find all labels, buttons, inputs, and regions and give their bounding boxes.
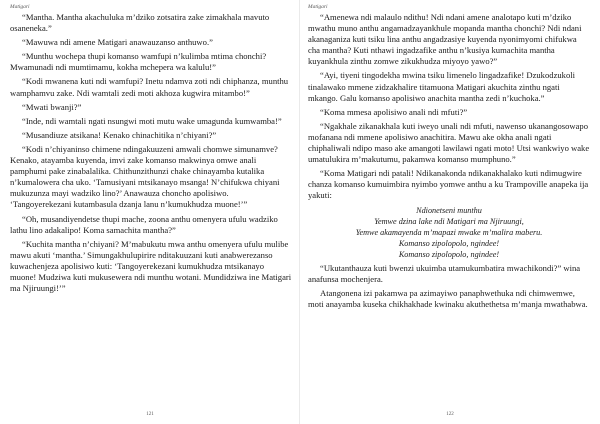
paragraph: “Mwati bwanji?” (22, 101, 82, 112)
running-header: Matigari (308, 4, 328, 10)
song-verse (308, 205, 590, 260)
paragraph: Atangonena izi pakamwa pa azimayiwo panaphwethuka ndi chimwemwe, moti anayamba kuseka chikhakhade kwinaku akuthethetsa m’manja mwathabwa. (308, 287, 588, 309)
verse-line: Ndionetseni munthu (416, 205, 482, 215)
page-number: 121 (146, 412, 154, 417)
paragraph: “Kodi n’chiyaninso chimene ndingakuuzeni amwali chomwe simunamve? Kenako, atayamba kuyenda, imvi zake komanso makwinya omwe anali pamphumi pake zinabalalika. Chithunzithunzi chake chinayamba kutalika n’kumalowera cha uko. ‘Tamusiyani mtsikanayo msanga! N’chifukwa chiyani mukuzunza mayi wadziko lino?’ Anawauza choncho apolisiwo. ‘Tangoyerekezani kutambasula dzanja lanu n’kumukhudza muone!’” (10, 143, 280, 210)
paragraph: “Koma Matigari ndi patali! Ndikanakonda ndikanakhalako kuti ndimugwire chanza komanso kumuimbira nyimbo yomwe anthu a ku Trampoville anapeka ija yakuti: (308, 168, 589, 201)
right-page (300, 0, 600, 424)
paragraph: “Ayi, tiyeni tingodekha mwina tsiku limenelo lingadzafike! Dzukodzukoli tinalawako mmene zidzakhalire titamuona Matigari akuchita zinthu ngati mkango. Galu komanso apolisiwo anachita mantha zedi n’kuchoka.” (308, 70, 576, 103)
paragraph: “Mantha. Mantha akachuluka m’dziko zotsatira zake zimakhala mavuto osaneneka.” (10, 12, 270, 34)
paragraph: “Ngakhale zikanakhala kuti iweyo unali ndi mfuti, nawenso ukanangosowapo mofanana ndi mmene apolisiwo anachitira. Mawu ake okha anali ngati chiphaliwali ndipo maso ake amangoti lawilawi ngati moto! Utsi wankwiyo wake umatulukira m’makutumu, pakamwa komanso mumphuno.” (308, 120, 590, 165)
verse-line: Komanso zipolopolo, ngindee! (398, 249, 500, 259)
right-page-text (308, 12, 590, 310)
left-page-text (10, 12, 292, 294)
paragraph: “Oh, musandiyendetse thupi mache, zoona anthu omenyera ufulu wadziko lathu lino adakalipo! Koma samachita mantha?” (10, 213, 278, 235)
paragraph: “Inde, ndi wamtali ngati nsungwi moti mutu wake umagunda kumwamba!” (22, 115, 282, 126)
running-header: Matigari (10, 4, 30, 10)
paragraph: “Kodi mwanena kuti ndi wamfupi? Inetu ndamva zoti ndi chiphanza, munthu wamphamvu zake. Ndi wamtali zedi moti akhoza kugwira mitambo!” (10, 76, 289, 98)
paragraph: “Musandiuze atsikana! Kenako chinachitika n’chiyani?” (22, 129, 217, 140)
paragraph: “Mawuwa ndi amene Matigari anawauzanso anthuwo.” (22, 37, 213, 48)
verse-line: Yemwe akamayenda m’mapazi mwake m’malira maberu. (355, 227, 543, 237)
paragraph: “Koma mmesa apolisiwo anali ndi mfuti?” (320, 106, 468, 117)
paragraph: “Ukutanthauza kuti bwenzi ukuimba utamukumbatira mwachikondi?” wina anafunsa mochenjera. (308, 262, 581, 284)
verse-line: Yemwe dzina lake ndi Matigari ma Njiruungi, (374, 216, 524, 226)
paragraph: “Kuchita mantha n’chiyani? M’mabukutu mwa anthu omenyera ufulu mulibe mawu akuti ‘mantha.’ Simungakhulupirire nditakuuzani kuti anabwerezanso kuwachenjeza apolisiwo kuti: ‘Tangoyerekezani kumukhudza mtsikanayo muone! Mudziwa kuti mukusewera ndi munthu wotani. Mundidziwa ine Matigari ma Njiruungi!’” (10, 238, 292, 294)
page-number: 122 (446, 412, 454, 417)
paragraph: “Munthu wochepa thupi komanso wamfupi n’kulimba mtima chonchi? Mwamunadi ndi mumtimamu, kokha mchepera wa kalulu!” (10, 51, 267, 73)
paragraph: “Amenewa ndi malaulo ndithu! Ndi ndani amene analotapo kuti m’dziko mwathu muno anthu angamadzayankhule mopanda mantha chonchi? Ndi ndani akanaganiza kuti tsiku lina anthu angadzasiye kuyenda nyonimyomi chifukwa cha mantha? Kuti nthawi ingadzafike anthu n’kusiya kumachita mantha kuyankhula zinthu zomwe zikukhudza miyoyo yawo?” (308, 12, 582, 67)
verse-line: Komanso zipolopolo, ngindee! (398, 238, 500, 248)
